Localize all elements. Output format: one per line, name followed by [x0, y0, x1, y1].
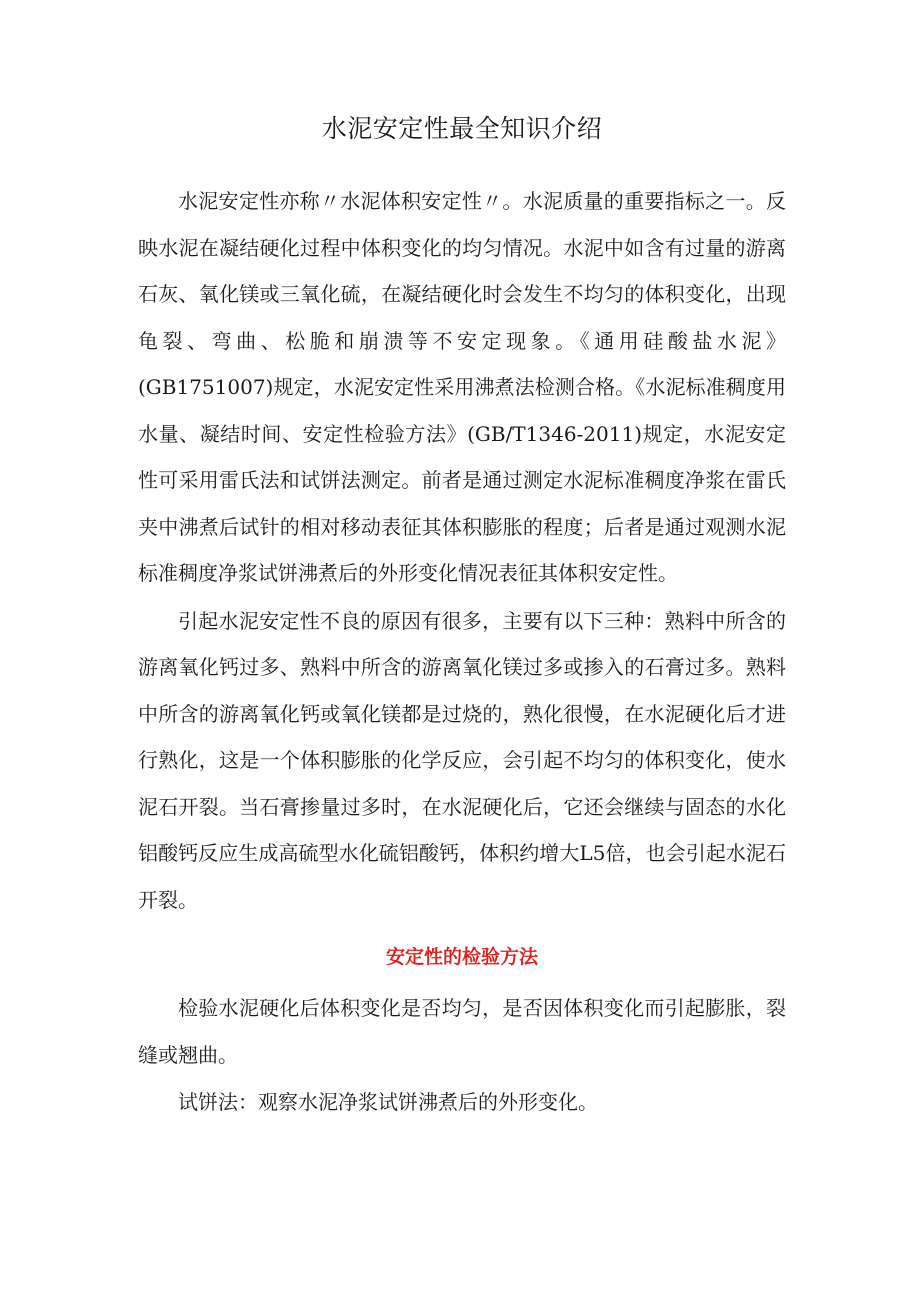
paragraph-causes: 引起水泥安定性不良的原因有很多，主要有以下三种：熟料中所含的游离氧化钙过多、熟料中所含的游离氧化镁过多或掺入的石膏过多。熟料中所含的游离氧化钙或氧化镁都是过烧的，熟化很慢，在水泥硬化后才进行熟化，这是一个体积膨胀的化学反应，会引起不均匀的体积变化，使水泥石开裂。当石膏掺量过多时，在水泥硬化后，它还会继续与固态的水化铝酸钙反应生成高硫型水化硫铝酸钙，体积约增大L5倍，也会引起水泥石开裂。 [138, 608, 786, 912]
section-heading-test-methods: 安定性的检验方法 [385, 946, 538, 968]
document-page [138, 100, 786, 1127]
paragraph-pat-method: 试饼法：观察水泥净浆试饼沸煮后的外形变化。 [178, 1090, 598, 1114]
paragraph-definition: 水泥安定性亦称〃水泥体积安定性〃。水泥质量的重要指标之一。反映水泥在凝结硬化过程中体积变化的均匀情况。水泥中如含有过量的游离石灰、氧化镁或三氧化硫，在凝结硬化时会发生不均匀的体积变化，出现龟裂、弯曲、松脆和崩溃等不安定现象。《通用硅酸盐水泥》(GB1751007)规定，水泥安定性采用沸煮法检测合格。《水泥标准稠度用水量、凝结时间、安定性检验方法》(GB/T1346-2011)规定，水泥安定性可采用雷氏法和试饼法测定。前者是通过测定水泥标准稠度净浆在雷氏夹中沸煮后试针的相对移动表征其体积膨胀的程度；后者是通过观测水泥标准稠度净浆试饼沸煮后的外形变化情况表征其体积安定性。 [138, 189, 786, 585]
paragraph-test-purpose: 检验水泥硬化后体积变化是否均匀，是否因体积变化而引起膨胀，裂缝或翘曲。 [138, 996, 786, 1067]
document-title: 水泥安定性最全知识介绍 [321, 114, 603, 143]
